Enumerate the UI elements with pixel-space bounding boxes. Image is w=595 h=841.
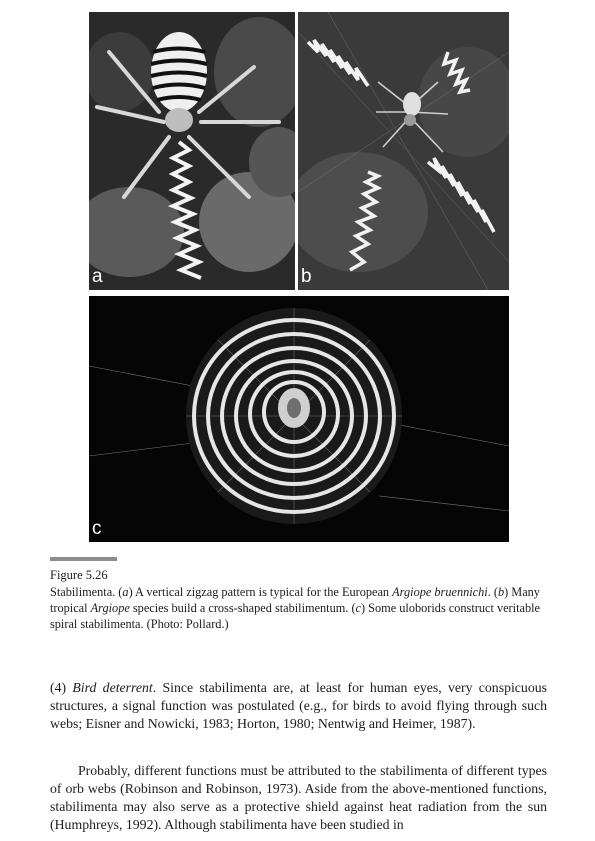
figure-caption — [50, 584, 550, 632]
caption-species: Argiope bruennichi — [392, 585, 488, 599]
spiral-web-photo-c — [89, 296, 509, 542]
figure-panel-a — [89, 12, 295, 290]
figure-panel-c — [89, 296, 509, 542]
spider-photo-b — [298, 12, 509, 290]
caption-genus: Argiope — [90, 601, 130, 615]
panel-label-b: b — [301, 266, 312, 287]
caption-text: species build a cross-shaped stabilimentum. ( — [129, 601, 356, 615]
spider-photo-a — [89, 12, 295, 290]
paragraph-heading: Bird deterrent — [72, 680, 153, 695]
paragraph-text: . Since stabilimenta are, at least for human eyes, very conspicuous structures, a signal function was postulated (e.g., for birds to avoid flying through such webs; Eisner and Nowicki, 1983; Horton, 1980; Nentwig and Heimer, 1987). — [50, 680, 547, 731]
caption-text: ) Some uloborids construct veritable spiral stabilimenta. (Photo: Pollard.) — [50, 601, 540, 631]
caption-text: Stabilimenta. ( — [50, 585, 123, 599]
figure-number: Figure 5.26 — [50, 568, 108, 582]
caption-tag-b: b — [497, 585, 505, 599]
caption-text: ) A vertical zigzag pattern is typical for the European — [128, 585, 393, 599]
body-paragraph-bird-deterrent — [50, 679, 547, 733]
panel-label-a: a — [92, 266, 103, 287]
caption-text: ) Many tropical — [50, 585, 540, 615]
body-paragraph: Probably, different functions must be attributed to the stabilimenta of different types of orb webs (Robinson and Robinson, 1973). Aside from the above-mentioned functions, stabilimenta may also serve as a protective shield against heat radiation from the sun (Humphreys, 1992). Although stabilimenta have been studied in — [50, 763, 547, 832]
caption-rule — [50, 557, 117, 561]
figure-panel-b — [298, 12, 509, 290]
paragraph-number: (4) — [50, 680, 73, 695]
caption-tag-c: c — [355, 601, 362, 615]
caption-tag-a: a — [122, 585, 129, 599]
caption-text: . ( — [487, 585, 498, 599]
panel-label-c: c — [92, 518, 102, 539]
